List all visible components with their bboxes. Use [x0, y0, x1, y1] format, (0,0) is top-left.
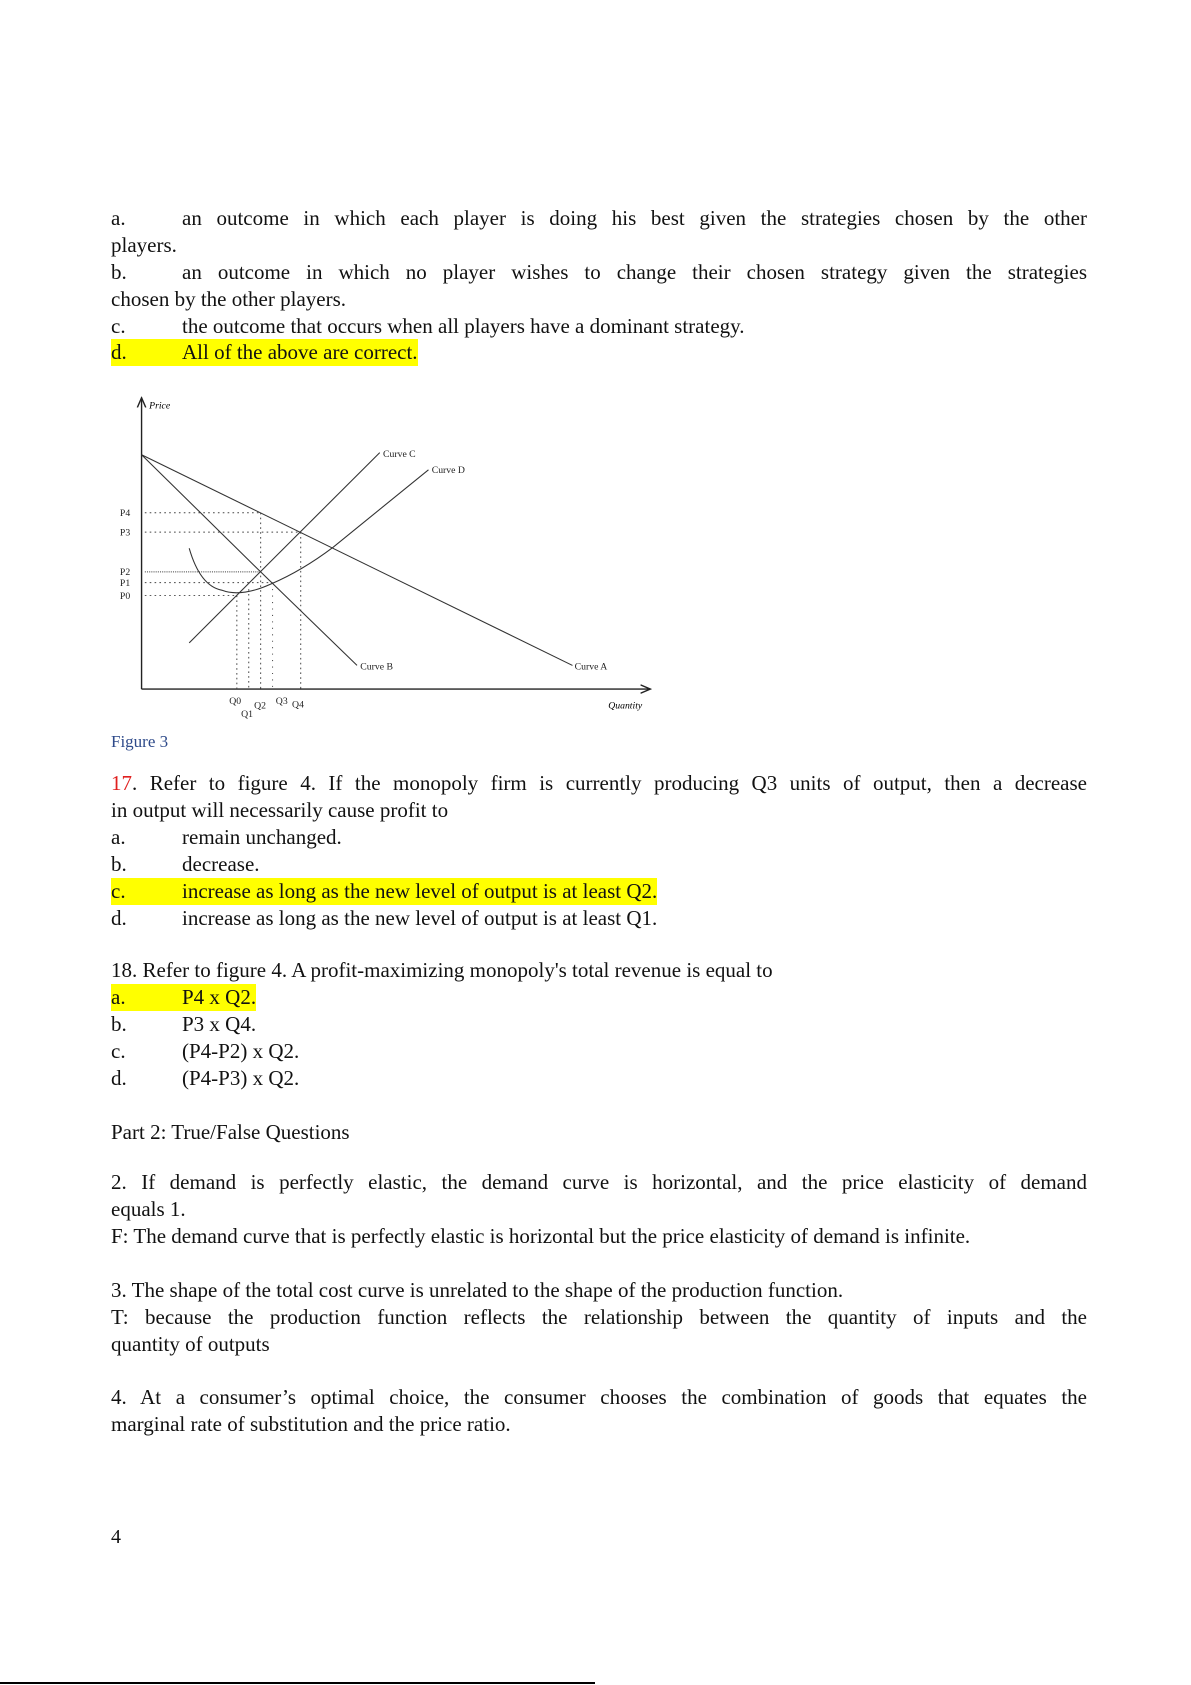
q18-option-d: d. (P4-P3) x Q2. [111, 1066, 300, 1090]
q17-stem-line1: 17. Refer to figure 4. If the monopoly firm is currently producing Q3 units of output, then a decrease [111, 771, 1087, 795]
part2-heading: Part 2: True/False Questions [111, 1120, 350, 1144]
tf-q4-line2: marginal rate of substitution and the price ratio. [111, 1412, 511, 1436]
curve-d [189, 470, 428, 593]
curve-b [142, 455, 357, 666]
curve-c [189, 453, 380, 643]
tf-q2-answer: F: The demand curve that is perfectly elastic is horizontal but the price elasticity of demand is infinite. [111, 1224, 971, 1248]
q16-option-b-line1: b. an outcome in which no player wishes to change their chosen strategy given the strategies [111, 260, 1087, 284]
q16-option-c: c. the outcome that occurs when all players have a dominant strategy. [111, 314, 745, 338]
price-label-p2: P2 [119, 567, 131, 579]
price-label-p3: P3 [119, 527, 131, 539]
curve-label-c: Curve C [383, 448, 416, 460]
price-label-p1: P1 [119, 577, 131, 589]
tf-q2-line2: equals 1. [111, 1197, 186, 1221]
quantity-label-q4: Q4 [292, 699, 304, 711]
figure-3-chart [108, 387, 671, 731]
price-label-p0: P0 [119, 590, 131, 602]
curve-a [142, 455, 573, 666]
quantity-label-q1: Q1 [241, 709, 254, 721]
figure-caption: Figure 3 [111, 732, 169, 751]
quantity-label-q0: Q0 [229, 696, 242, 708]
y-axis-label: Price [149, 400, 171, 412]
q17-option-b: b. decrease. [111, 852, 260, 876]
quantity-label-q2: Q2 [254, 700, 267, 712]
q16-option-a-line1: a. an outcome in which each player is doing his best given the strategies chosen by the other [111, 206, 1087, 230]
q17-option-c: c. increase as long as the new level of output is at least Q2. [111, 879, 658, 903]
page-number: 4 [111, 1526, 121, 1548]
q17-option-d: d. increase as long as the new level of output is at least Q1. [111, 906, 658, 930]
q18-option-a: a. P4 x Q2. [111, 985, 257, 1009]
x-axis-label: Quantity [608, 700, 643, 712]
tf-q4-line1: 4. At a consumer’s optimal choice, the consumer chooses the combination of goods that equates the [111, 1385, 1087, 1409]
curve-label-d: Curve D [431, 465, 465, 476]
curve-label-a: Curve A [574, 661, 608, 673]
q18-stem: 18. Refer to figure 4. A profit-maximizing monopoly's total revenue is equal to [111, 958, 773, 982]
tf-q3-answer-line1: T: because the production function reflects the relationship between the quantity of inputs and the [111, 1305, 1087, 1329]
curve-label-b: Curve B [360, 661, 393, 673]
q16-option-d: d. All of the above are correct. [111, 340, 418, 364]
quantity-label-q3: Q3 [275, 696, 288, 708]
q17-stem-line2: in output will necessarily cause profit to [111, 798, 449, 822]
footnote-rule [0, 1682, 595, 1684]
tf-q2-line1: 2. If demand is perfectly elastic, the demand curve is horizontal, and the price elasticity of demand [111, 1170, 1087, 1194]
q16-option-b-line2: chosen by the other players. [111, 287, 347, 311]
q16-option-a-line2: players. [111, 233, 177, 257]
price-label-p4: P4 [119, 508, 131, 519]
q18-option-b: b. P3 x Q4. [111, 1012, 257, 1036]
tf-q3-answer-line2: quantity of outputs [111, 1332, 270, 1356]
q18-option-c: c. (P4-P2) x Q2. [111, 1039, 300, 1063]
tf-q3-stem: 3. The shape of the total cost curve is unrelated to the shape of the production function. [111, 1278, 844, 1302]
q17-option-a: a. remain unchanged. [111, 825, 342, 849]
